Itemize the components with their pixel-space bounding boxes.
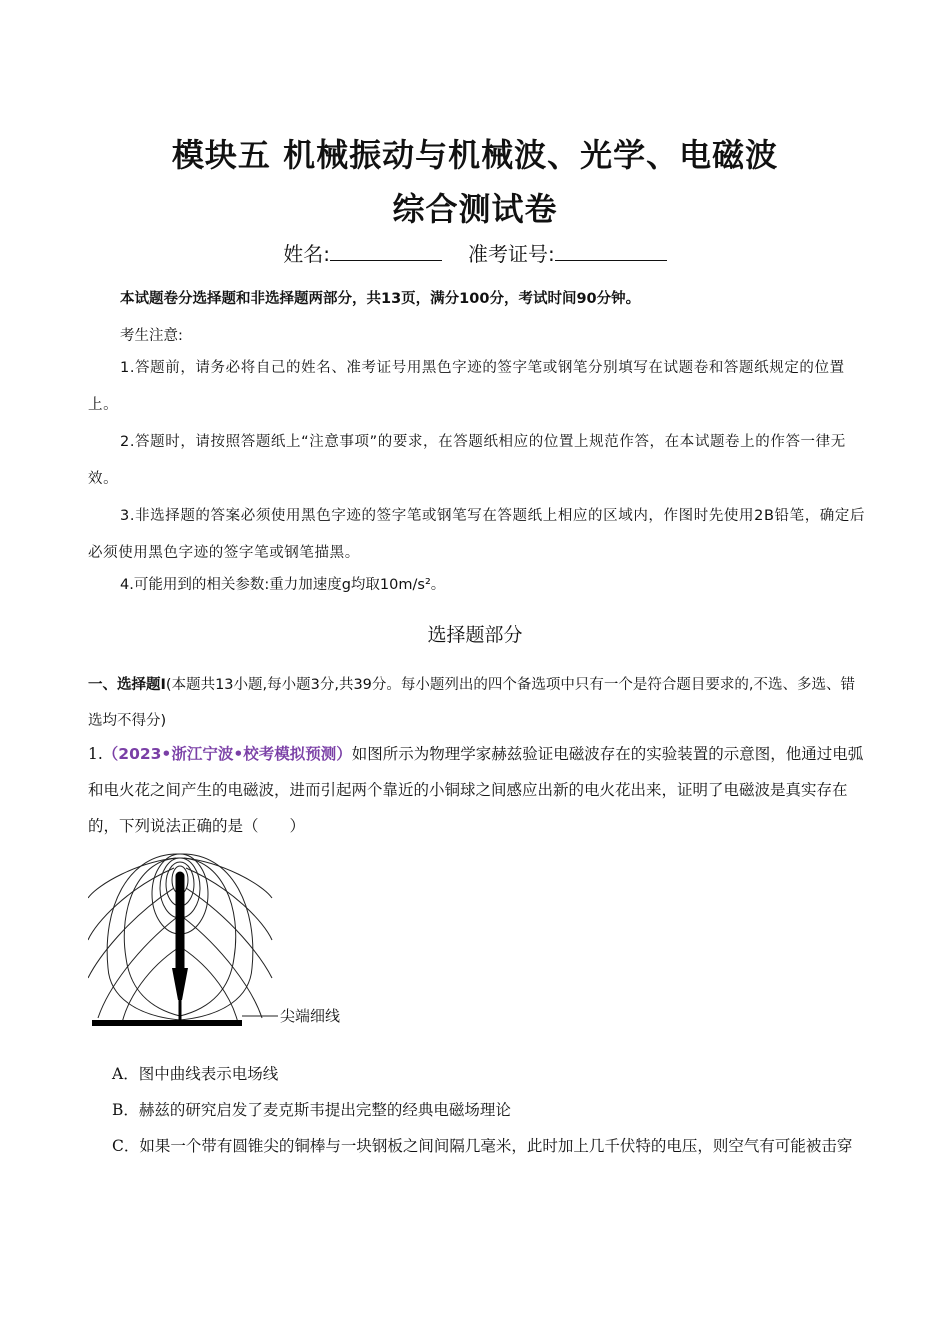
student-info-line	[0, 238, 950, 267]
question-source: （2023•浙江宁波•校考模拟预测）	[102, 745, 352, 763]
question-stem: 如图所示为物理学家赫兹验证电磁波存在的实验装置的示意图，他通过电弧和电火花之间产生的电磁波，进而引起两个靠近的小铜球之间感应出新的电火花出来，证明了电磁波是真实存在的，下列说法正确的是（ ）	[88, 745, 864, 835]
option-a: A．图中曲线表示电场线	[112, 1065, 279, 1083]
notice-item: 1.答题前，请务必将自己的姓名、准考证号用黑色字迹的签字笔或钢笔分别填写在试题卷和答题纸规定的位置上。	[88, 360, 845, 413]
field-lines-figure	[88, 848, 358, 1030]
page-title-line2: 综合测试卷	[392, 190, 558, 228]
notice-heading: 考生注意:	[120, 328, 183, 344]
exam-no-label: 准考证号:	[468, 242, 555, 266]
notice-item: 3.非选择题的答案必须使用黑色字迹的签字笔或钢笔写在答题纸上相应的区域内，作图时先使用2B铅笔，确定后必须使用黑色字迹的签字笔或钢笔描黑。	[88, 508, 866, 561]
section-header-label: 一、选择题Ⅰ	[88, 677, 166, 693]
page-title-line1: 模块五 机械振动与机械波、光学、电磁波	[171, 136, 779, 174]
section-header-desc: (本题共13小题,每小题3分,共39分。每小题列出的四个备选项中只有一个是符合题目要求的,不选、多选、错选均不得分)	[88, 677, 856, 729]
notice-item: 4.可能用到的相关参数:重力加速度g均取10m/s²。	[120, 577, 446, 593]
question-number: 1.	[88, 745, 103, 763]
exam-no-blank[interactable]	[555, 242, 667, 261]
question-1	[88, 736, 868, 844]
intro-text: 本试题卷分选择题和非选择题两部分，共13页，满分100分，考试时间90分钟。	[120, 291, 641, 307]
option-b: B．赫兹的研究启发了麦克斯韦提出完整的经典电磁场理论	[112, 1101, 511, 1119]
notice-item: 2.答题时，请按照答题纸上“注意事项”的要求，在答题纸相应的位置上规范作答，在本试题卷上的作答一律无效。	[88, 434, 846, 487]
section-title: 选择题部分	[427, 624, 523, 646]
name-label: 姓名:	[283, 242, 330, 266]
section-header	[88, 667, 868, 739]
figure-label: 尖端细线	[280, 1007, 341, 1025]
option-c: C．如果一个带有圆锥尖的铜棒与一块钢板之间间隔几毫米，此时加上几千伏特的电压，则空气有可能被击穿	[112, 1137, 853, 1155]
name-blank[interactable]	[330, 242, 442, 261]
